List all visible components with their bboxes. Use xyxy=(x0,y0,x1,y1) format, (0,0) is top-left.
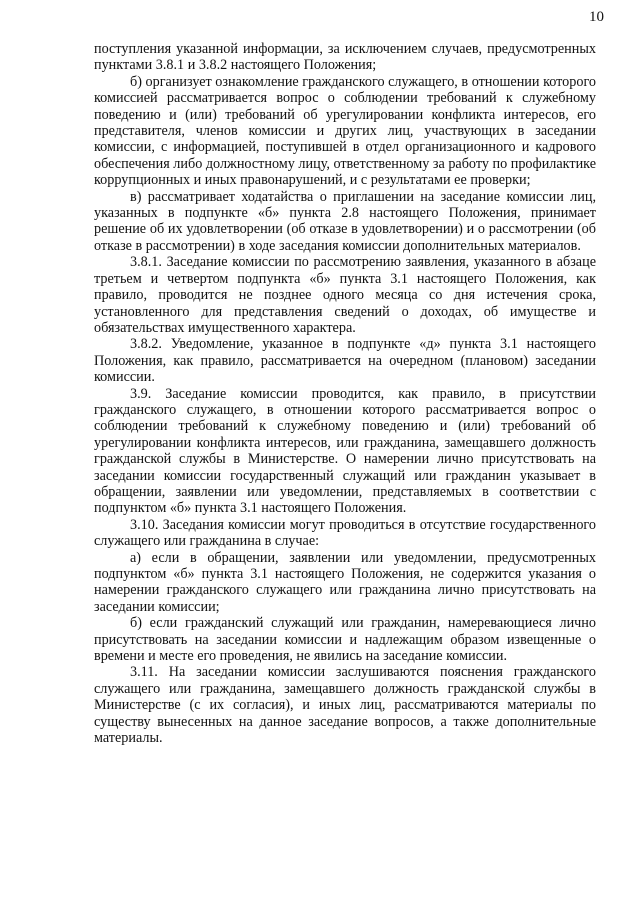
paragraph-subitem-v: в) рассматривает ходатайства о приглашении на заседание комиссии лиц, указанных в подпункте «б» пункта 2.8 настоящего Положения, принимает решение об их удовлетворении (об отказе в удовлетворении) и о рассмотрении (об отказе в рассмотрении) в ходе заседания комиссии дополнительных материалов. xyxy=(94,188,596,254)
document-body xyxy=(94,41,596,746)
paragraph-3-10-a: а) если в обращении, заявлении или уведомлении, предусмотренных подпунктом «б» пункта 3.1 настоящего Положения, не содержится указания о намерении гражданского служащего или гражданина лично присутствовать на заседании комиссии; xyxy=(94,549,596,615)
paragraph-3-10-b: б) если гражданский служащий или гражданин, намеревающиеся лично присутствовать на заседании комиссии и надлежащим образом извещенные о времени и месте его проведения, не явились на заседание комиссии. xyxy=(94,615,596,665)
paragraph-3-8-1: 3.8.1. Заседание комиссии по рассмотрению заявления, указанного в абзаце третьем и четвертом подпункта «б» пункта 3.1 настоящего Положения, как правило, проводится не позднее одного месяца со дня истечения срока, установленного для представления сведений о доходах, об имуществе и обязательствах имущественного характера. xyxy=(94,254,596,336)
paragraph-3-8-2: 3.8.2. Уведомление, указанное в подпункте «д» пункта 3.1 настоящего Положения, как правило, рассматривается на очередном (плановом) заседании комиссии. xyxy=(94,336,596,386)
paragraph-3-9: 3.9. Заседание комиссии проводится, как правило, в присутствии гражданского служащего, в отношении которого рассматривается вопрос о соблюдении требований к служебному поведению и (или) требований об урегулировании конфликта интересов, или гражданина, замещавшего должность гражданской службы в Министерстве. О намерении лично присутствовать на заседании комиссии государственный служащий или гражданин указывает в обращении, заявлении или уведомлении, представляемых в соответствии с подпунктом «б» пункта 3.1 настоящего Положения. xyxy=(94,385,596,517)
paragraph-subitem-b: б) организует ознакомление гражданского служащего, в отношении которого комиссией рассматривается вопрос о соблюдении требований к служебному поведению и (или) требований об урегулировании конфликта интересов, его представителя, членов комиссии и других лиц, участвующих в заседании комиссии, с информацией, поступившей в отдел организационного и кадрового обеспечения либо должностному лицу, ответственному за работу по профилактике коррупционных и иных правонарушений, и с результатами ее проверки; xyxy=(94,73,596,189)
paragraph-3-10: 3.10. Заседания комиссии могут проводиться в отсутствие государственного служащего или гражданина в случае: xyxy=(94,516,596,550)
paragraph-continuation: поступления указанной информации, за исключением случаев, предусмотренных пунктами 3.8.1 и 3.8.2 настоящего Положения; xyxy=(94,41,596,74)
paragraph-3-11: 3.11. На заседании комиссии заслушиваются пояснения гражданского служащего или гражданина, замещавшего должность гражданской службы в Министерстве (с их согласия), и иных лиц, рассматриваются материалы по существу вынесенных на данное заседание вопросов, а также дополнительные материалы. xyxy=(94,664,596,747)
page-number: 10 xyxy=(589,9,604,25)
